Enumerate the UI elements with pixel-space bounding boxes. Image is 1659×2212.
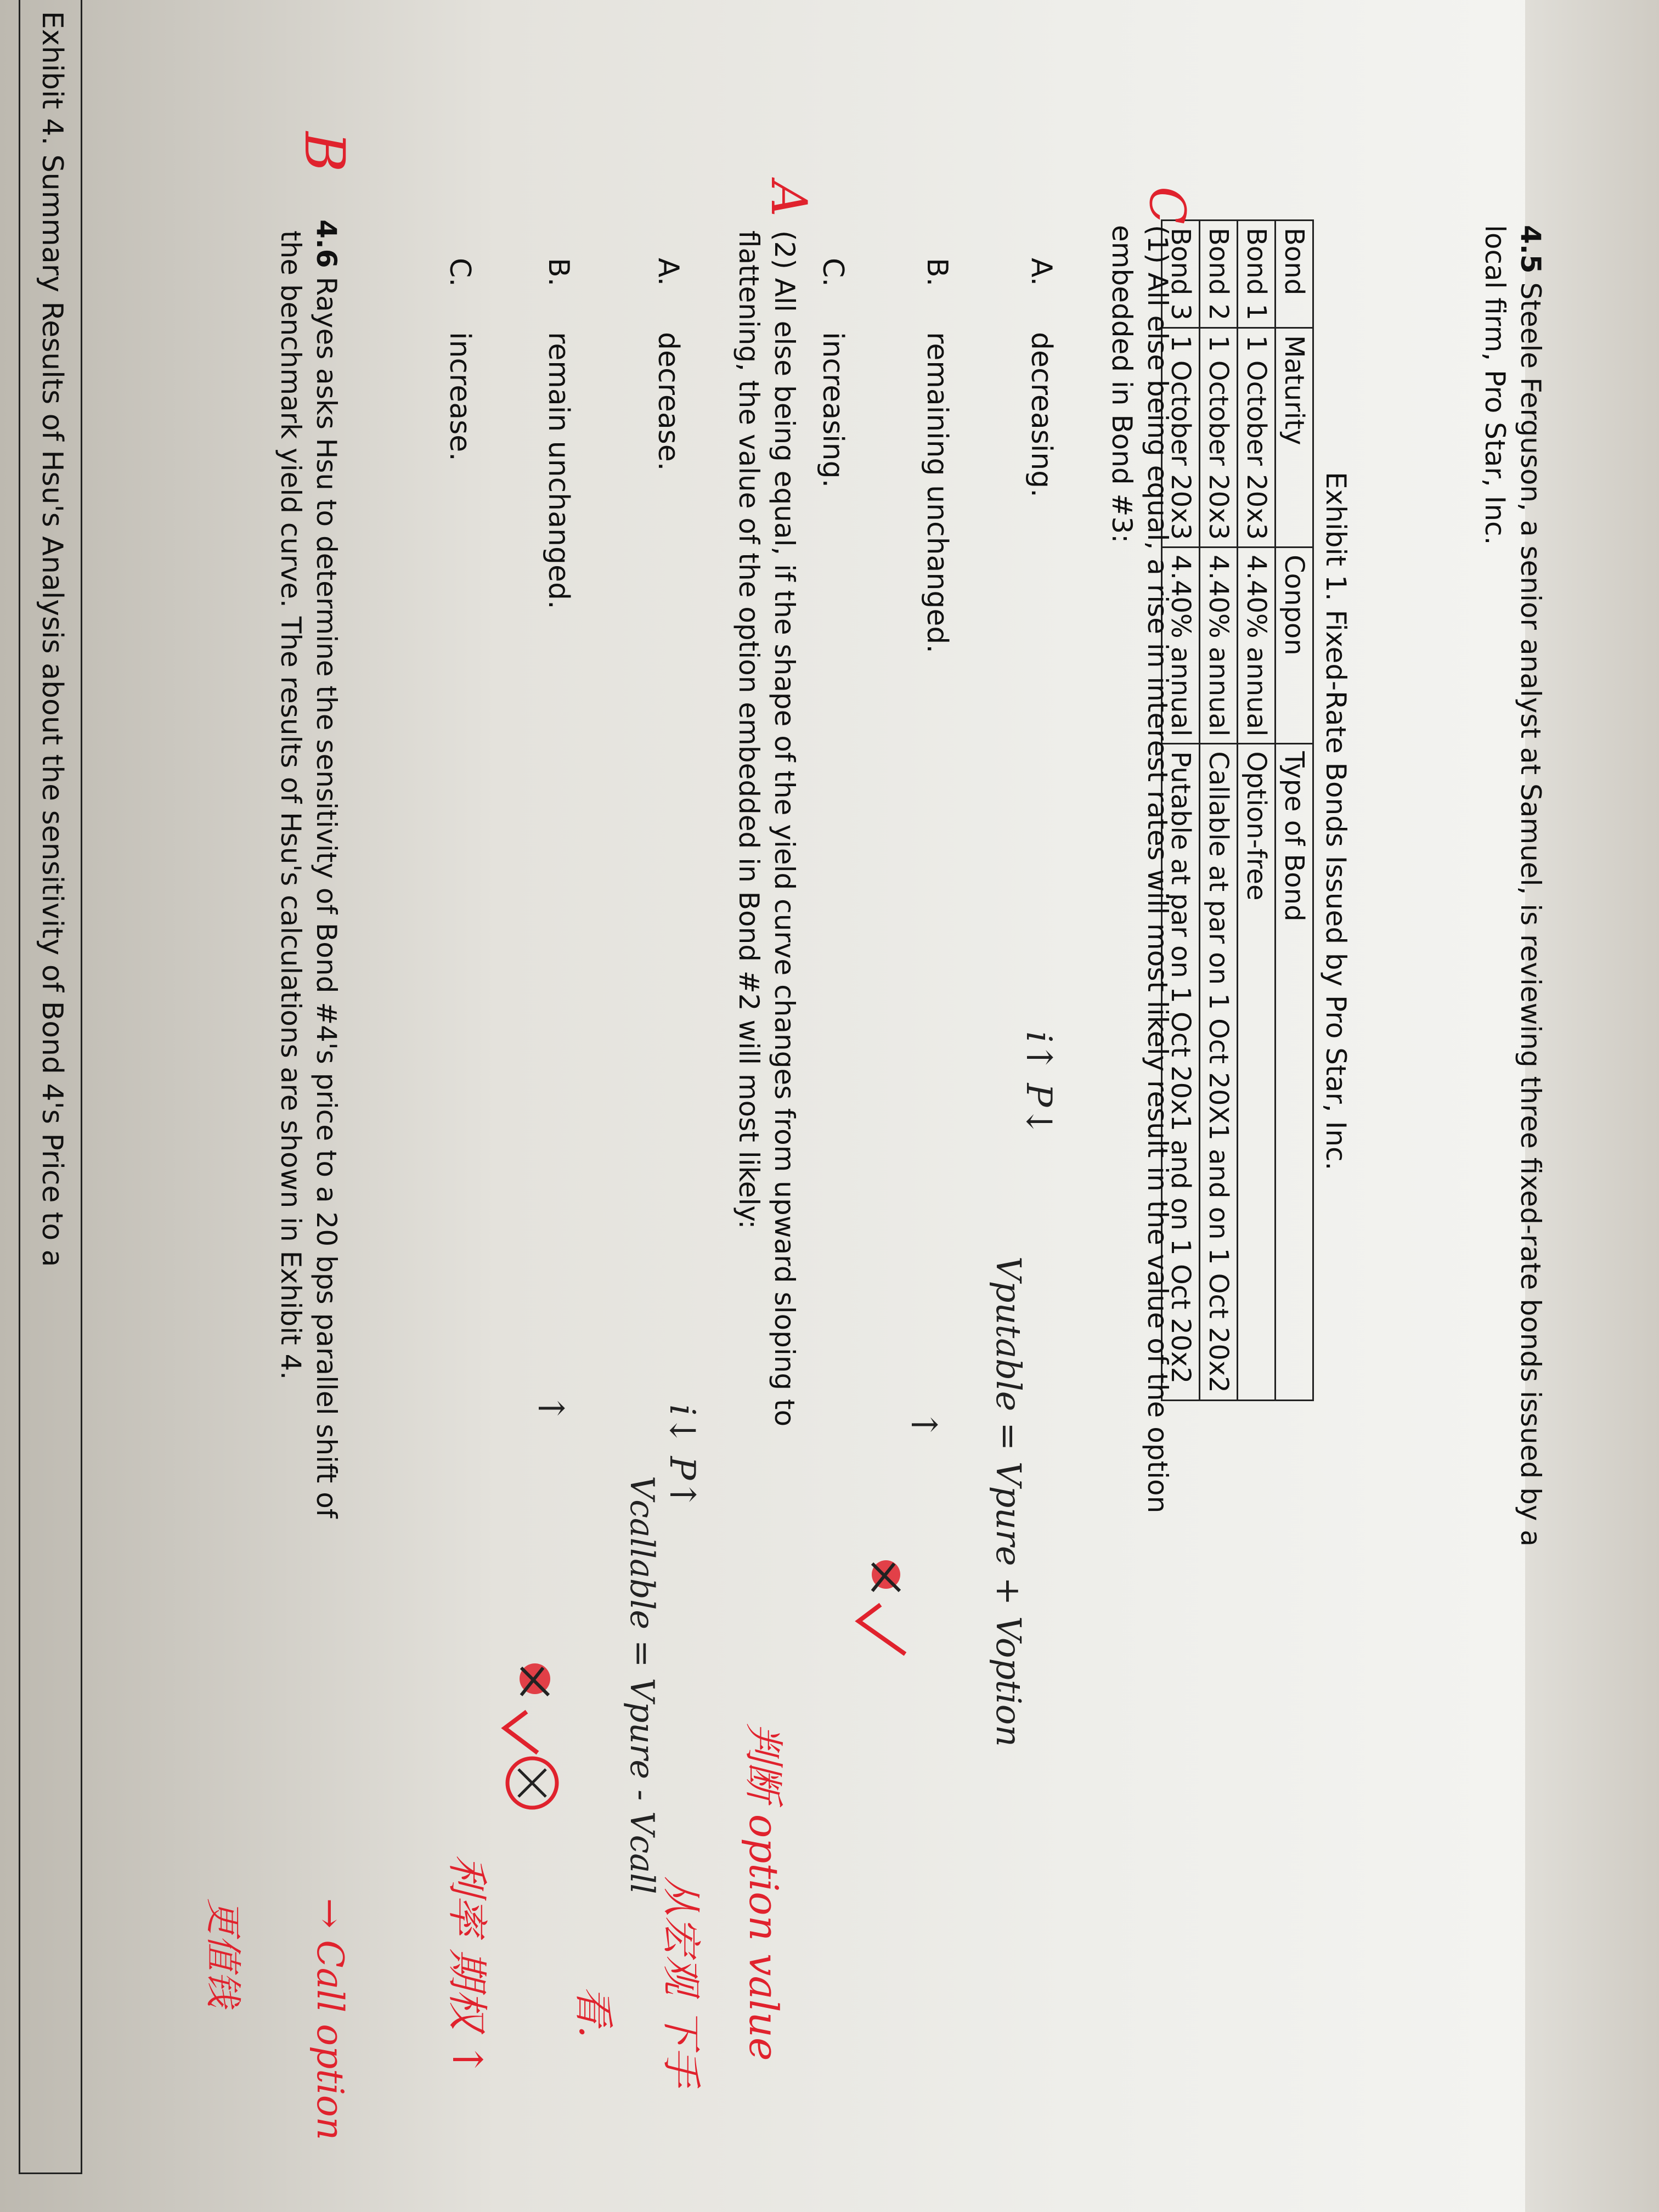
q45-text1: Steele Ferguson, a senior analyst at Samuel, is reviewing three fixed-rate bonds issued by a: [1515, 282, 1547, 1547]
table-cell: Putable at par on 1 Oct 20x1 and on 1 Oct 20x2: [1162, 744, 1200, 1401]
red-note-4: 利率 期权 ↑: [443, 1854, 490, 2077]
q46-line1: [310, 219, 343, 1518]
q1-choice-c[interactable]: [815, 258, 850, 488]
note-q1-rates: i↑ P↓: [1018, 1031, 1059, 1137]
table-cell: 1 October 20x3: [1162, 328, 1200, 547]
q2-stem1: (2) All else being equal, if the shape of the yield curve changes from upward sloping to: [769, 230, 800, 1427]
choice-text: remaining unchanged.: [921, 332, 953, 653]
table-cell: 4.40% annual: [1200, 548, 1238, 744]
exhibit1-title: Exhibit 1. Fixed-Rate Bonds Issued by Pro Star, Inc.: [1320, 472, 1352, 1171]
note-q1-arrow: ↑: [903, 1410, 944, 1440]
note-q2-arrow: ↑: [530, 1393, 571, 1423]
q2-choice-a[interactable]: [651, 258, 686, 471]
table-cell: 1 October 20x3: [1238, 328, 1276, 547]
red-note-5: → Call option: [309, 1898, 351, 2141]
note-q1-formula: Vputable = Vpure + Voption: [989, 1256, 1029, 1747]
choice-letter: A.: [652, 258, 685, 286]
q46-text1: Rayes asks Hsu to determine the sensitivity of Bond #4's price to a 20 bps parallel shift of: [311, 276, 342, 1519]
choice-letter: C.: [443, 258, 476, 287]
q45-text2: local firm, Pro Star, Inc.: [1479, 225, 1511, 545]
choice-text: remain unchanged.: [542, 332, 575, 610]
choice-letter: C.: [816, 258, 849, 287]
q2-stem2: flattening, the value of the option embedded in Bond #2 will most likely:: [733, 230, 765, 1229]
choice-text: decrease.: [652, 332, 685, 471]
q1-choice-b[interactable]: [919, 258, 955, 653]
table-cell: 4.40% annual: [1162, 548, 1200, 744]
exhibit1-header-bond: Bond: [1276, 221, 1313, 328]
red-note-1: 判断 option value: [741, 1723, 787, 2061]
exhibit1-header-coupon: Conpon: [1276, 548, 1313, 744]
red-note-3: 看.: [571, 1986, 617, 2038]
table-cell: 1 October 20x3: [1200, 328, 1238, 547]
choice-letter: A.: [1025, 258, 1058, 286]
red-note-6: 更值钱: [202, 1898, 244, 2007]
table-row: [1200, 221, 1238, 1401]
q2-choice-c[interactable]: [442, 258, 477, 461]
exhibit4-caption: Exhibit 4. Summary Results of Hsu's Analysis about the sensitivity of Bond 4's Price to a: [36, 11, 69, 1267]
q1-stem1: (1) All else being equal, a rise in interest rates will most likely result in the value of the option: [1142, 225, 1173, 1514]
exhibit1-header-type: Type of Bond: [1276, 744, 1313, 1401]
exhibit1-header-maturity: Maturity: [1276, 328, 1313, 547]
table-cell: Bond 2: [1200, 221, 1238, 328]
exhibit1-header-row: [1276, 221, 1313, 1401]
table-row: [1238, 221, 1276, 1401]
q45-number: 4.5: [1515, 225, 1547, 274]
choice-text: decreasing.: [1025, 332, 1058, 498]
q1-choice-a[interactable]: [1024, 258, 1059, 498]
answer-q1: C: [1138, 187, 1196, 224]
q45-line1: [1514, 225, 1547, 1547]
q2-correction-mark: [481, 1657, 565, 1810]
exhibit1-table: [1161, 219, 1314, 1401]
red-circle-x-icon: [483, 1657, 565, 1810]
q1-correction-mark: [843, 1553, 911, 1662]
choice-text: increase.: [443, 332, 476, 461]
answer-q46: B: [292, 132, 357, 172]
note-q2-formula: Vcallable = Vpure - Vcall: [623, 1476, 661, 1894]
choice-text: increasing.: [816, 332, 849, 488]
table-cell: Callable at par on 1 Oct 20X1 and on 1 Oct 20x2: [1200, 744, 1238, 1401]
choice-letter: B.: [542, 258, 575, 287]
q46-number: 4.6: [311, 219, 342, 268]
red-check-icon: [845, 1553, 911, 1662]
q2-choice-b[interactable]: [541, 258, 576, 610]
note-q2-rates: i↓ P↑: [662, 1404, 702, 1510]
q1-stem2: embedded in Bond #3:: [1106, 225, 1138, 544]
q46-text2: the benchmark yield curve. The results of Hsu's calculations are shown in Exhibit 4.: [275, 230, 307, 1380]
table-cell: 4.40% annual: [1238, 548, 1276, 744]
red-note-2: 从宏观 下手: [658, 1876, 704, 2086]
answer-q2: A: [760, 181, 817, 217]
table-cell: Bond 3: [1162, 221, 1200, 328]
choice-letter: B.: [921, 258, 953, 287]
table-cell: Option-free: [1238, 744, 1276, 1401]
table-cell: Bond 1: [1238, 221, 1276, 328]
